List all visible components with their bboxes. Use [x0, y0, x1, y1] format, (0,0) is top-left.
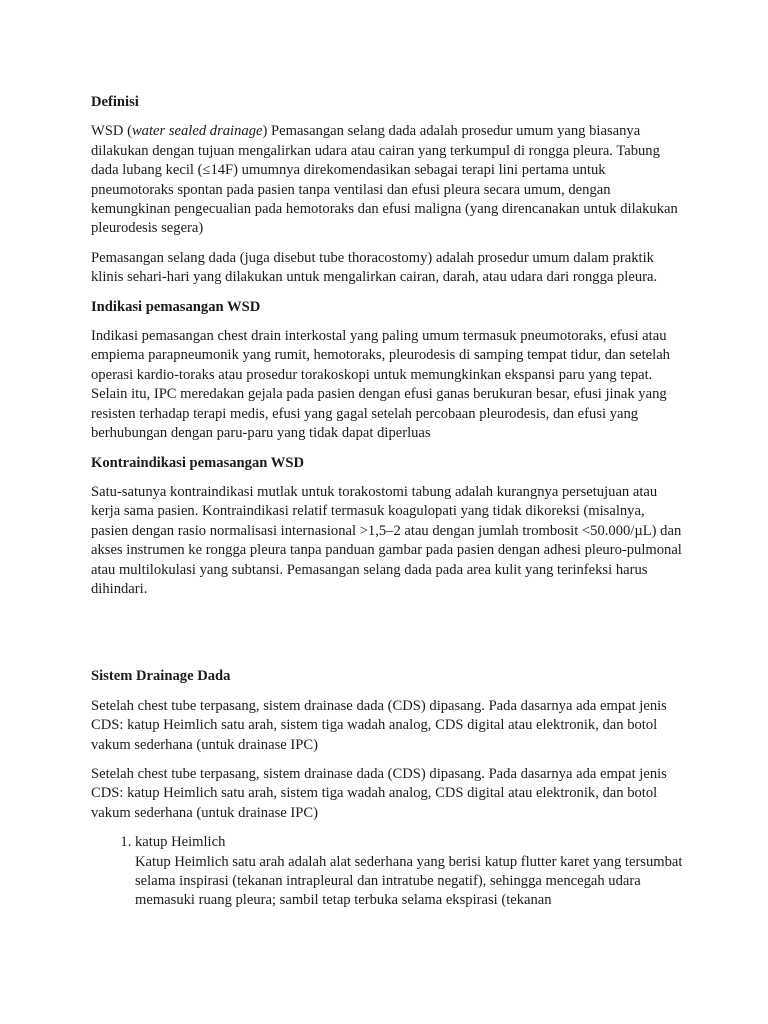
paragraph-kontraindikasi: Satu-satunya kontraindikasi mutlak untuk torakostomi tabung adalah kurangnya persetujuan atau kerja sama pasien. Kontraindikasi relatif termasuk koagulopati yang tidak dikoreksi (misalnya, pasien dengan rasio normalisasi internasional >1,5–2 atau dengan jumlah trombosit <50.000/µL) dan akses instrumen ke rongga pleura tanpa panduan gambar pada pasien dengan adhesi pleuro-pulmonal atau multilokulasi yang subtansi. Pemasangan selang dada pada area kulit yang terinfeksi harus dihindari. — [91, 483, 682, 597]
list-item-title: 1. katup Heimlich — [135, 834, 226, 851]
heading-definisi: Definisi — [91, 94, 139, 110]
paragraph-sistem-drainage-1: Setelah chest tube terpasang, sistem drainase dada (CDS) dipasang. Pada dasarnya ada empat jenis CDS: katup Heimlich satu arah, sistem tiga wadah analog, CDS digital atau elektronik, dan botol vakum sederhana (untuk drainase IPC) — [91, 697, 667, 753]
paragraph-indikasi: Indikasi pemasangan chest drain interkostal yang paling umum termasuk pneumotoraks, efusi atau empiema parapneumonik yang rumit, hemotoraks, pleurodesis di samping tempat tidur, dan setelah operasi kardio-toraks atau prosedur torakoskopi untuk memungkinkan ekspansi paru yang tepat. Selain itu, IPC meredakan gejala pada pasien dengan efusi ganas berukuran besar, efusi jinak yang resisten terhadap terapi medis, efusi yang gagal setelah percobaan pleurodesis, dan efusi yang berhubungan dengan paru-paru yang tidak dapat diperluas — [91, 328, 670, 442]
list-item — [135, 833, 683, 911]
italic-term: water sealed drainage — [131, 123, 263, 140]
blank-space — [91, 609, 683, 667]
paragraph-sistem-drainage-2: Setelah chest tube terpasang, sistem drainase dada (CDS) dipasang. Pada dasarnya ada empat jenis CDS: katup Heimlich satu arah, sistem tiga wadah analog, CDS digital atau elektronik, dan botol vakum sederhana (untuk drainase IPC) — [91, 765, 667, 821]
heading-indikasi: Indikasi pemasangan WSD — [91, 298, 261, 315]
text-segment: ) Pemasangan selang dada adalah prosedur umum yang biasanya dilakukan dengan tujuan mengalirkan udara atau cairan yang terkumpul di rongga pleura. Tabung dada lubang kecil (≤14F) umumnya direkomendasikan sebagai terapi lini pertama untuk pneumotoraks spontan pada pasien tanpa ventilasi dan efusi pleura secara umum, dengan kemungkinan pengecualian pada hemotoraks dan efusi maligna (yang direncanakan untuk dilakukan pleurodesis segera) — [91, 123, 678, 237]
document-page — [91, 93, 683, 911]
paragraph-definisi-1 — [91, 122, 683, 238]
heading-kontraindikasi: Kontraindikasi pemasangan WSD — [91, 454, 305, 471]
numbered-list — [91, 833, 683, 911]
heading-sistem-drainage: Sistem Drainage Dada — [91, 668, 231, 685]
paragraph-definisi-2: Pemasangan selang dada (juga disebut tube thoracostomy) adalah prosedur umum dalam praktik klinis sehari-hari yang dilakukan untuk mengalirkan cairan, darah, atau udara dari rongga pleura. — [91, 249, 658, 286]
list-item-body: Katup Heimlich satu arah adalah alat sederhana yang berisi katup flutter karet yang tersumbat selama inspirasi (tekanan intrapleural dan intratube negatif), sehingga mencegah udara memasuki ruang pleura; sambil tetap terbuka selama ekspirasi (tekanan — [135, 853, 683, 909]
text-segment: WSD ( — [91, 123, 132, 140]
